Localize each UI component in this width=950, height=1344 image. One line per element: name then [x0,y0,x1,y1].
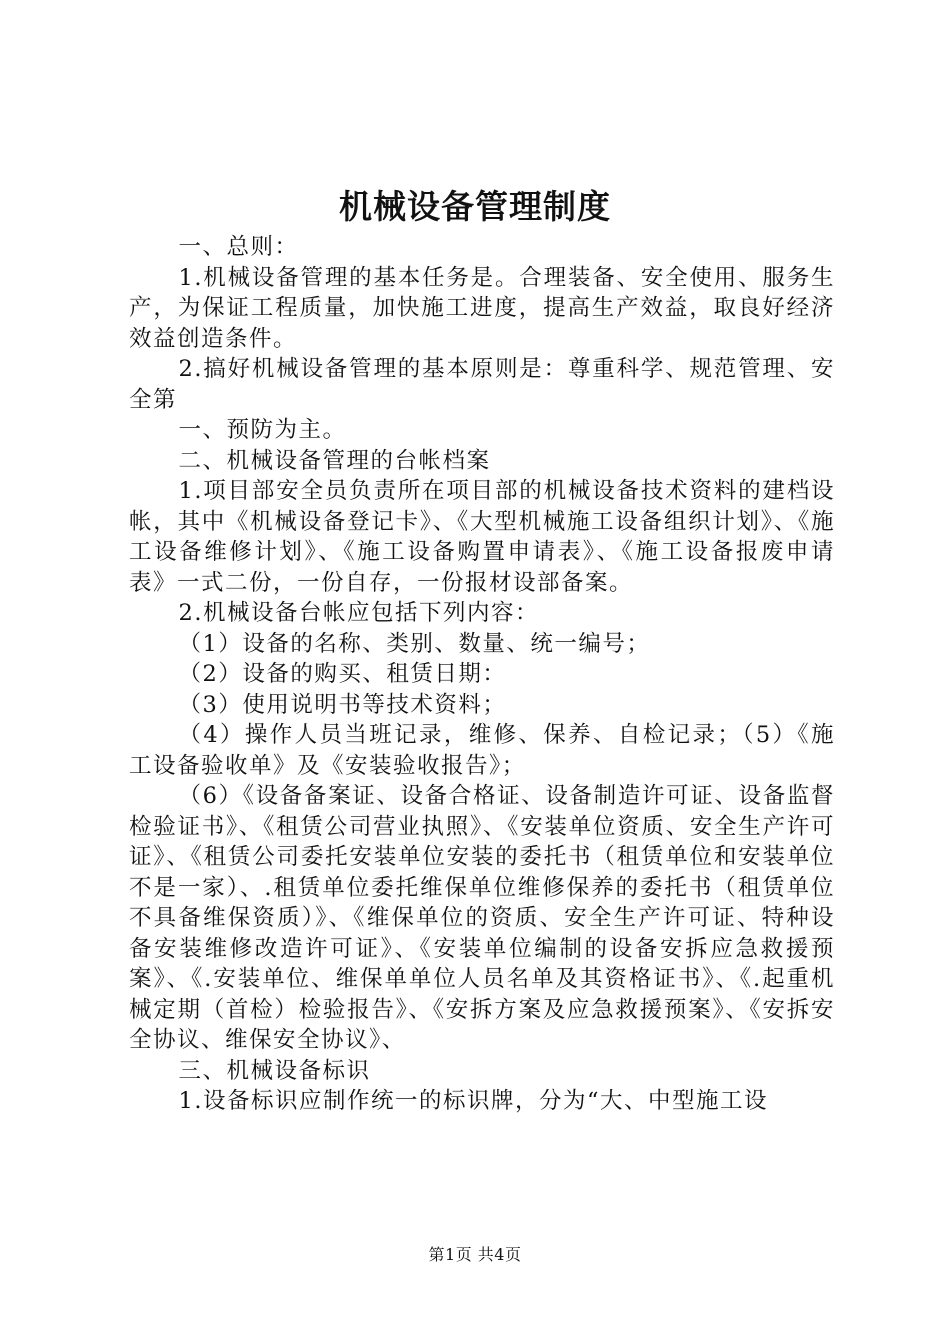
paragraph-marking-signs: 1.设备标识应制作统一的标识牌，分为“大、中型施工设 [178,1088,768,1114]
paragraph-prevention-first: 一、预防为主。 [178,417,347,443]
list-item-3: （3）使用说明书等技术资料； [178,691,507,718]
paragraph-ledger-contents: 2.机械设备台帐应包括下列内容： [178,600,539,626]
section-heading-general: 一、总则： [178,234,299,260]
list-item-1: （1）设备的名称、类别、数量、统一编号； [178,630,651,657]
list-item-4-5: （4）操作人员当班记录，维修、保养、自检记录；（5）《施工设备验收单》及《安装验收报告》； [129,722,835,779]
section-heading-marking: 三、机械设备标识 [178,1057,371,1084]
paragraph-basic-principle: 2.搞好机械设备管理的基本原则是：尊重科学、规范管理、安全第 [129,356,835,413]
list-item-6: （6）《设备备案证、设备合格证、设备制造许可证、设备监督检验证书》、《租赁公司营业执照》、《安装单位资质、安全生产许可证》、《租赁公司委托安装单位安装的委托书（租赁单位和安装单位不是一家）、.租赁单位委托维保单位维修保养的委托书（租赁单位不具备维保资质）》、《维保单位的资质、安全生产许可证、特种设备安装维修改造许可证》、《安装单位编制的设备安拆应急救援预案》、《.安装单位、维保单单位人员名单及其资格证书》、《.起重机械定期（首检）检验报告》、《安拆方案及应急救援预案》、《安拆安全协议、维保安全协议》、 [129,783,835,1053]
page-footer: 第1页 共4页 [428,1245,522,1264]
document-body [129,232,835,1117]
section-heading-ledger: 二、机械设备管理的台帐档案 [178,447,491,474]
paragraph-basic-task: 1.机械设备管理的基本任务是。合理装备、安全使用、服务生产，为保证工程质量，加快施工进度，提高生产效益，取良好经济效益创造条件。 [129,264,835,352]
list-item-2: （2）设备的购买、租赁日期： [178,661,507,687]
paragraph-ledger-records: 1.项目部安全员负责所在项目部的机械设备技术资料的建档设帐，其中《机械设备登记卡》、《大型机械施工设备组织计划》、《施工设备维修计划》、《施工设备购置申请表》、《施工设备报废申请表》一式二份，一份自存，一份报材设部备案。 [129,478,835,596]
document-title: 机械设备管理制度 [339,187,611,226]
